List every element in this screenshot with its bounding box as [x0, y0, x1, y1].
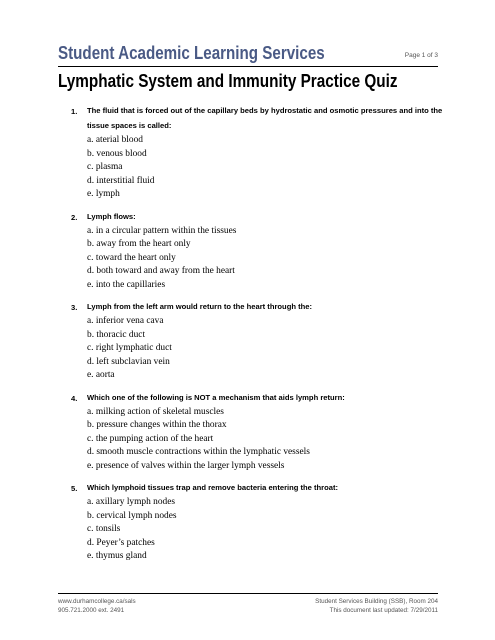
answer-options [87, 134, 448, 202]
answer-option: d. left subclavian vein [87, 356, 170, 367]
answer-option: d. Peyer’s patches [87, 537, 155, 548]
answer-option: c. the pumping action of the heart [87, 433, 214, 444]
question-row [58, 303, 448, 314]
answer-option: e. thymus gland [87, 551, 147, 561]
answer-option: e. into the capillaries [87, 279, 166, 290]
footer-location: Student Services Building (SSB), Room 204 [315, 598, 438, 605]
question-text: The fluid that is forced out of the capillary beds by hydrostatic and osmotic pressures and into the tissue spaces is called: [87, 106, 443, 130]
answer-option: e. presence of valves within the larger lymph vessels [87, 460, 285, 471]
footer-website: www.durhamcollege.ca/sals [58, 598, 136, 605]
question-number: 5. [71, 484, 78, 493]
question-row [58, 107, 448, 133]
answer-option: c. tonsils [87, 524, 121, 534]
answer-option: c. plasma [87, 162, 123, 172]
answer-option: c. right lymphatic duct [87, 343, 172, 353]
question-text: Lymph from the left arm would return to the heart through the: [87, 302, 312, 311]
question-row [58, 213, 448, 224]
answer-option: d. interstitial fluid [87, 175, 155, 186]
question-2 [58, 213, 448, 293]
question-row [58, 484, 448, 495]
answer-options [87, 496, 448, 564]
page-number: Page 1 of 3 [404, 52, 438, 59]
answer-options [87, 315, 448, 383]
question-3 [58, 303, 448, 383]
question-list [58, 107, 448, 575]
footer-right [315, 597, 438, 615]
answer-option: b. venous blood [87, 148, 147, 159]
answer-option: e. lymph [87, 189, 120, 199]
answer-option: a. inferior vena cava [87, 316, 164, 326]
question-text: Lymph flows: [87, 211, 136, 221]
answer-options [87, 406, 448, 474]
answer-option: e. aorta [87, 370, 115, 380]
question-number: 2. [71, 212, 78, 222]
quiz-title: Lymphatic System and Immunity Practice Quiz [58, 71, 398, 91]
footer-divider [58, 593, 438, 594]
footer-phone: 905.721.2000 ext. 2491 [58, 607, 125, 614]
answer-option: d. smooth muscle contractions within the lymphatic vessels [87, 447, 310, 457]
question-number: 4. [71, 393, 78, 403]
answer-option: b. pressure changes within the thorax [87, 420, 227, 430]
answer-option: b. away from the heart only [87, 239, 191, 249]
header-divider [58, 66, 438, 67]
answer-option: b. thoracic duct [87, 329, 146, 340]
question-number: 3. [71, 303, 78, 312]
question-row [58, 394, 448, 405]
question-5 [58, 484, 448, 564]
answer-option: a. in a circular pattern within the tissues [87, 225, 237, 236]
footer-updated: This document last updated: 7/29/2011 [329, 607, 438, 614]
answer-option: c. toward the heart only [87, 252, 176, 263]
header-title: Student Academic Learning Services [58, 42, 325, 63]
answer-option: a. axillary lymph nodes [87, 497, 176, 507]
answer-option: a. milking action of skeletal muscles [87, 406, 224, 417]
answer-options [87, 225, 448, 293]
answer-option: b. cervical lymph nodes [87, 510, 177, 521]
question-4 [58, 394, 448, 474]
question-text: Which one of the following is NOT a mechanism that aids lymph return: [87, 392, 345, 402]
question-number: 1. [71, 107, 78, 116]
answer-option: a. aterial blood [87, 135, 143, 145]
footer-left [58, 597, 136, 615]
question-text: Which lymphoid tissues trap and remove bacteria entering the throat: [87, 483, 339, 492]
question-1 [58, 107, 448, 202]
answer-option: d. both toward and away from the heart [87, 266, 235, 276]
